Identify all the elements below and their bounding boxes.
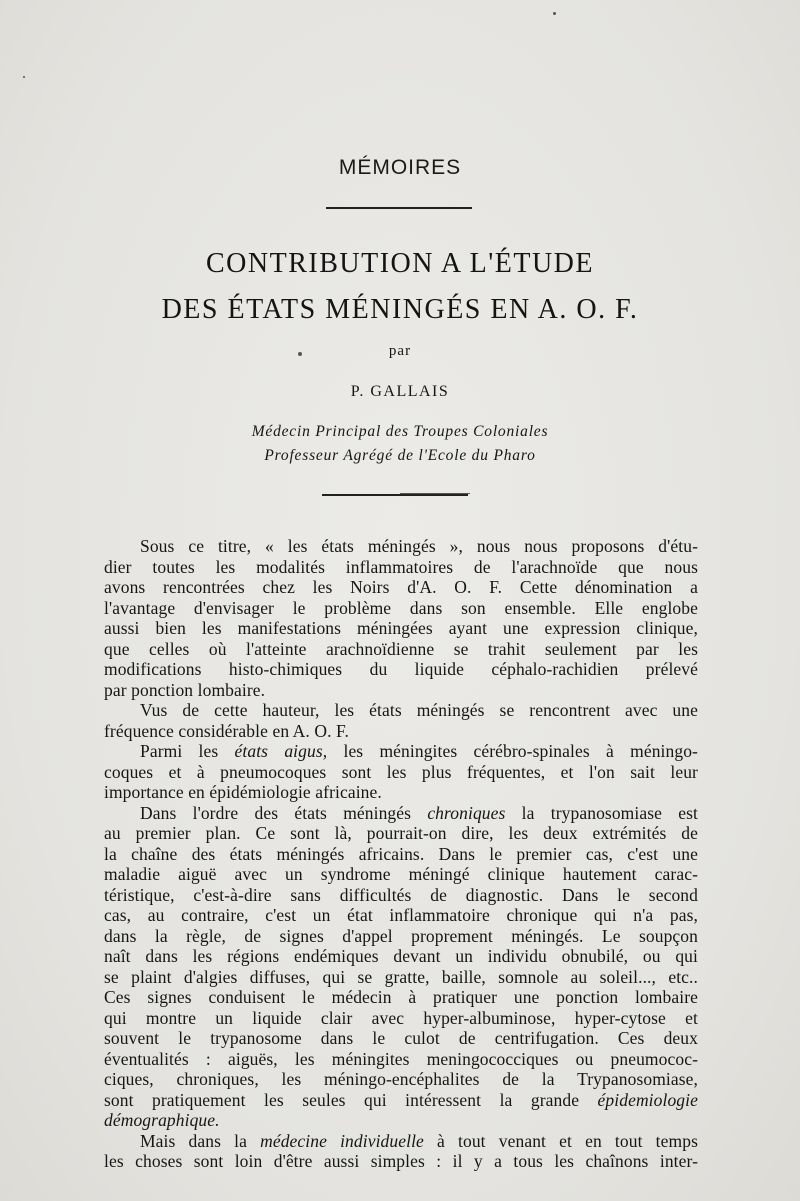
body-line <box>104 639 698 660</box>
body-line <box>104 598 698 619</box>
text-span: l'avantage d'envisager le problème dans son ensemble. Elle englobe <box>104 597 698 618</box>
article-title-line-2: DES ÉTATS MÉNINGÉS EN A. O. F. <box>161 294 639 325</box>
text-span: Mais dans la <box>140 1130 261 1151</box>
body-line <box>104 1008 698 1029</box>
text-span: maladie aiguë avec un syndrome méningé clinique hautement carac- <box>104 864 698 884</box>
body-line <box>104 1049 698 1070</box>
body-line <box>104 823 698 844</box>
body-line <box>104 680 698 701</box>
text-span: éventualités : aiguës, les méningites meningococciques ou pneumococ- <box>104 1048 698 1069</box>
section-heading: MÉMOIRES <box>338 156 462 179</box>
body-line <box>104 946 698 967</box>
body-line <box>104 782 698 803</box>
body-line <box>104 659 698 680</box>
emphasis-text: états aigus, <box>234 741 328 761</box>
text-span: par ponction lombaire. <box>104 679 266 700</box>
body-line <box>104 987 698 1008</box>
body-line <box>104 864 698 885</box>
body-line <box>104 1131 698 1152</box>
body-line <box>104 577 698 598</box>
byline-par: par <box>388 343 412 359</box>
body-line <box>104 557 698 578</box>
body-line <box>104 618 698 639</box>
text-span: au premier plan. Ce sont là, pourrait-on dire, les deux extrémités de <box>104 823 698 843</box>
body-line <box>104 1069 698 1090</box>
text-span: Parmi les <box>140 741 235 761</box>
text-span: ciques, chroniques, les méningo-encéphalites de la Trypanosomiase, <box>104 1069 698 1089</box>
body-line <box>104 1028 698 1049</box>
scan-speck <box>298 352 302 356</box>
text-span: dier toutes les modalités inflammatoires de l'arachnoïde que nous <box>104 556 698 577</box>
text-span: téristique, c'est-à-dire sans difficultés de diagnostic. Dans le second <box>104 884 698 905</box>
text-span: importance en épidémiologie africaine. <box>104 782 382 802</box>
body-line <box>104 844 698 865</box>
text-span: qui montre un liquide clair avec hyper-albuminose, hyper-cytose et <box>104 1007 698 1028</box>
scan-speck <box>553 12 556 15</box>
text-span: la trypanosomiase est <box>505 802 698 823</box>
body-line <box>104 967 698 988</box>
body-line <box>104 700 698 721</box>
emphasis-text: épidemiologie <box>597 1089 698 1110</box>
text-span: se plaint d'algies diffuses, qui se gratte, baille, somnole au soleil..., etc.. <box>104 966 698 987</box>
scan-speck <box>23 76 25 78</box>
text-span: à tout venant et en tout temps <box>423 1130 698 1151</box>
text-span: Sous ce titre, « les états méningés », nous nous proposons d'étu- <box>140 536 698 556</box>
author-affiliation-1: Médecin Principal des Troupes Coloniales <box>251 423 549 440</box>
text-span: Vus de cette hauteur, les états méningés se rencontrent avec une <box>140 700 698 720</box>
text-span: que celles où l'atteinte arachnoïdienne se trahit seulement par les <box>104 638 698 659</box>
text-span: les choses sont loin d'être aussi simples : il y a tous les chaînons inter- <box>104 1151 698 1171</box>
text-span: modifications histo-chimiques du liquide céphalo-rachidien prélevé <box>104 659 698 679</box>
text-span: avons rencontrées chez les Noirs d'A. O. F. Cette dénomination a <box>104 577 698 597</box>
body-line <box>104 926 698 947</box>
text-span: naît dans les régions endémiques devant un individu obnubilé, ou qui <box>104 946 698 966</box>
article-title-line-1: CONTRIBUTION A L'ÉTUDE <box>205 248 595 279</box>
body-line <box>104 803 698 824</box>
body-line <box>104 1090 698 1111</box>
bottom-divider-tail <box>400 493 470 494</box>
text-span: fréquence considérable en A. O. F. <box>104 720 349 741</box>
text-span: aussi bien les manifestations méningées ayant une expression clinique, <box>104 618 698 638</box>
body-line <box>104 762 698 783</box>
emphasis-text: démographique. <box>104 1110 220 1130</box>
emphasis-text: chroniques <box>427 802 506 823</box>
author-affiliation-2: Professeur Agrégé de l'Ecole du Pharo <box>264 447 536 464</box>
article-body <box>104 536 698 1172</box>
body-line <box>104 1151 698 1172</box>
text-span: dans la règle, de signes d'appel proprement méningés. Le soupçon <box>104 925 698 946</box>
body-line <box>104 741 698 762</box>
body-line <box>104 905 698 926</box>
text-span: cas, au contraire, c'est un état inflammatoire chronique qui n'a pas, <box>104 905 698 925</box>
text-span: Ces signes conduisent le médecin à pratiquer une ponction lombaire <box>104 987 698 1007</box>
top-divider <box>326 207 472 209</box>
text-span: souvent le trypanosome dans le culot de centrifugation. Ces deux <box>104 1028 698 1048</box>
text-span: les méningites cérébro-spinales à méningo- <box>327 741 698 761</box>
text-span: Dans l'ordre des états méningés <box>140 802 428 823</box>
body-line <box>104 1110 698 1131</box>
text-span: coques et à pneumocoques sont les plus fréquentes, et l'on sait leur <box>104 761 698 782</box>
body-line <box>104 885 698 906</box>
text-span: sont pratiquement les seules qui intéressent la grande <box>104 1089 598 1110</box>
emphasis-text: médecine individuelle <box>260 1130 424 1151</box>
text-span: la chaîne des états méningés africains. Dans le premier cas, c'est une <box>104 843 698 864</box>
author-name: P. GALLAIS <box>350 383 450 400</box>
bottom-divider <box>322 494 468 496</box>
body-line <box>104 536 698 557</box>
body-line <box>104 721 698 742</box>
